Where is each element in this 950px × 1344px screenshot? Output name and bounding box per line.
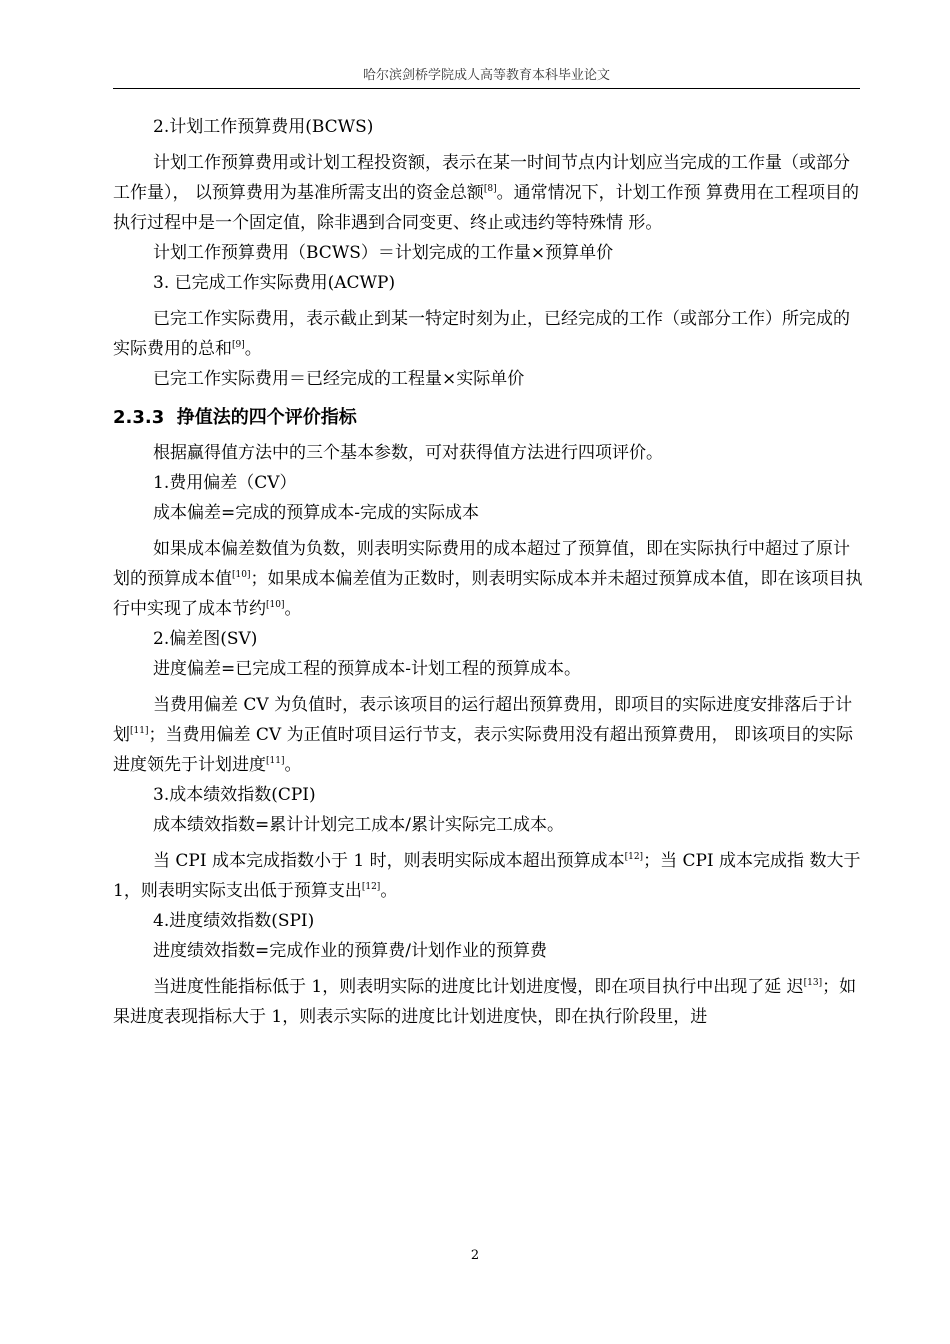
section-heading: [113, 402, 863, 434]
paragraph-acwp-heading: 3. 已完成工作实际费用(ACWP): [153, 273, 396, 293]
citation-ref: [13]: [803, 978, 823, 988]
header-title: 哈尔滨剑桥学院成人高等教育本科毕业论文: [362, 68, 610, 83]
citation-ref: [11]: [266, 756, 285, 766]
paragraph-sv-explanation: 当费用偏差 CV 为负值时，表示该项目的运行超出预算费用，即项目的实际进度安排落后于计划[11]；当费用偏差 CV 为正值时项目运行节支，表示实际费用没有超出预算费用， 即该项目的实际进度领先于计划进度[11]。: [113, 695, 853, 775]
page-header: [113, 66, 860, 89]
citation-ref: [12]: [624, 852, 644, 862]
citation-ref: [10]: [266, 600, 285, 610]
paragraph-sv-formula: 进度偏差=已完成工程的预算成本-计划工程的预算成本。: [153, 659, 581, 679]
paragraph-cpi-heading: 3.成本绩效指数(CPI): [153, 785, 316, 805]
paragraph-cv-explanation: 如果成本偏差数值为负数，则表明实际费用的成本超过了预算值，即在实际执行中超过了原计划的预算成本值[10]；如果成本偏差值为正数时，则表明实际成本并未超过预算成本值，即在该项目执行中实现了成本节约[10]。: [113, 539, 863, 619]
citation-ref: [12]: [361, 882, 381, 892]
paragraph-cpi-explanation: 当 CPI 成本完成指数小于 1 时，则表明实际成本超出预算成本[12]；当 CPI 成本完成指 数大于 1，则表明实际支出低于预算支出[12]。: [113, 851, 861, 901]
paragraph-cv-heading: 1.费用偏差（CV）: [153, 473, 297, 493]
paragraph-bcws-heading: 2.计划工作预算费用(BCWS): [153, 117, 374, 137]
paragraph-cpi-formula: 成本绩效指数=累计计划完工成本/累计实际完工成本。: [153, 815, 564, 835]
paragraph-acwp-formula: 已完工作实际费用＝已经完成的工程量×实际单价: [153, 369, 525, 389]
citation-ref: [10]: [232, 570, 251, 580]
page-number: 2: [470, 1248, 480, 1263]
section-title: 挣值法的四个评价指标: [176, 407, 357, 428]
paragraph-spi-formula: 进度绩效指数=完成作业的预算费/计划作业的预算费: [153, 941, 547, 961]
paragraph-intro: 根据赢得值方法中的三个基本参数，可对获得值方法进行四项评价。: [153, 443, 663, 463]
paragraph-bcws-definition: 计划工作预算费用或计划工程投资额，表示在某一时间节点内计划应当完成的工作量（或部分工作量）， 以预算费用为基准所需支出的资金总额[8]。通常情况下，计划工作预 算费用在工程项目的执行过程中是一个固定值，除非遇到合同变更、终止或违约等特殊情 形。: [113, 153, 860, 233]
paragraph-spi-explanation: 当进度性能指标低于 1，则表明实际的进度比计划进度慢，即在项目执行中出现了延 迟[13]；如果进度表现指标大于 1，则表示实际的进度比计划进度快，即在执行阶段里，进: [113, 977, 857, 1027]
section-number: 2.3.3: [113, 407, 165, 428]
paragraph-cv-formula: 成本偏差=完成的预算成本-完成的实际成本: [153, 503, 479, 523]
paragraph-bcws-formula: 计划工作预算费用（BCWS）＝计划完成的工作量×预算单价: [153, 243, 614, 263]
paragraph-acwp-definition: 已完工作实际费用，表示截止到某一特定时刻为止，已经完成的工作（或部分工作）所完成的实际费用的总和[9]。: [113, 309, 850, 359]
paragraph-sv-heading: 2.偏差图(SV): [153, 629, 258, 649]
document-body: [113, 112, 863, 1032]
paragraph-spi-heading: 4.进度绩效指数(SPI): [153, 911, 315, 931]
citation-ref: [9]: [232, 340, 245, 350]
citation-ref: [11]: [130, 726, 149, 736]
citation-ref: [8]: [483, 184, 497, 194]
